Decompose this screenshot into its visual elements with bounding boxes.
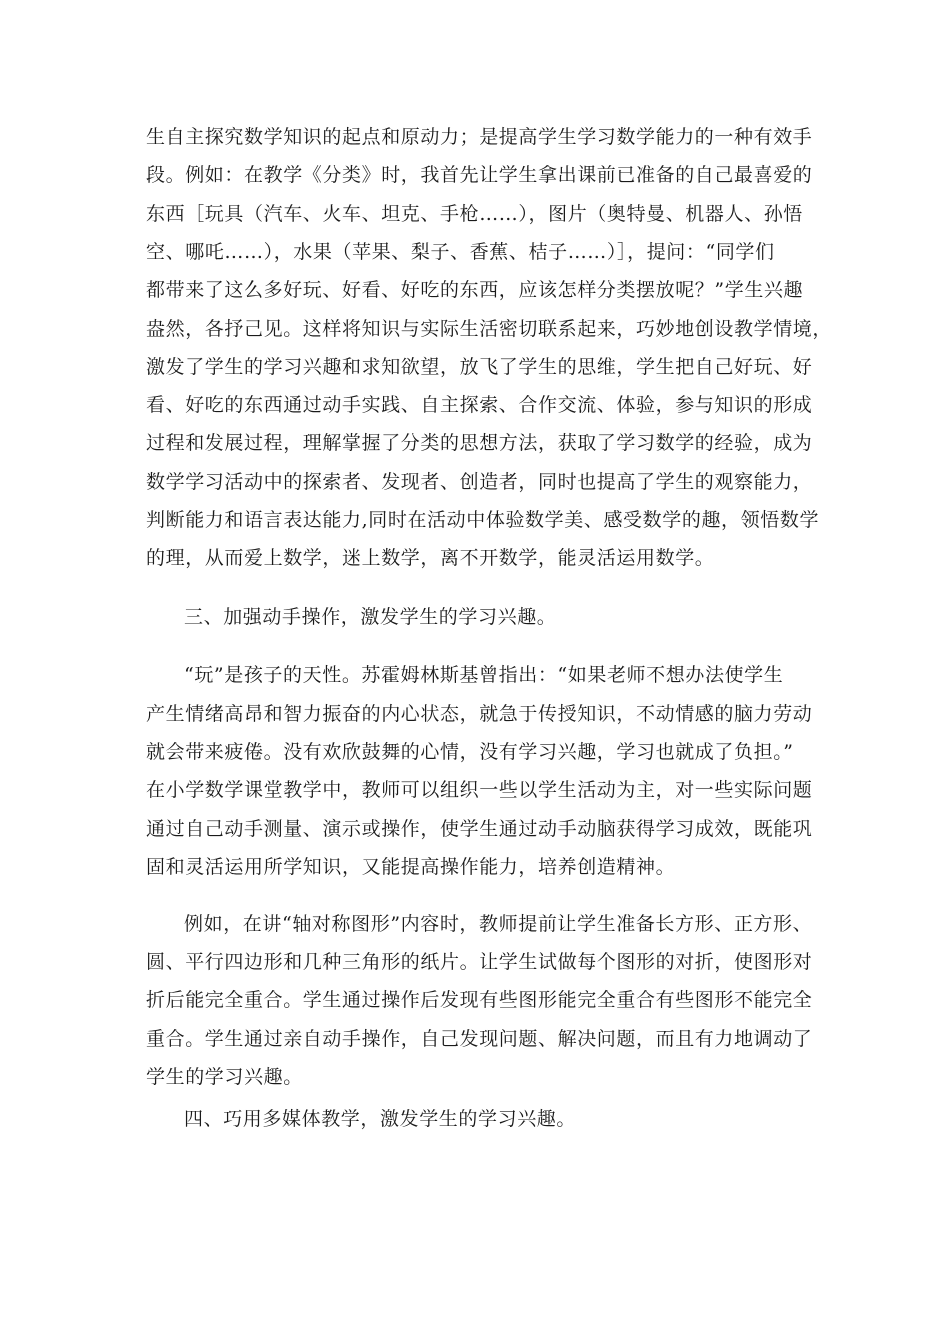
text-line: 就会带来疲倦。没有欢欣鼓舞的心情，没有学习兴趣，学习也就成了负担。” [146,741,794,763]
text-line: 过程和发展过程，理解掌握了分类的思想方法，获取了学习数学的经验，成为 [146,432,813,454]
text-line: 盎然，各抒己见。这样将知识与实际生活密切联系起来，巧妙地创设教学情境， [146,318,833,340]
text-line: 激发了学生的学习兴趣和求知欲望，放飞了学生的思维，学生把自己好玩、好 [146,356,813,378]
text-line: 都带来了这么多好玩、好看、好吃的东西，应该怎样分类摆放呢？”学生兴趣 [146,279,804,301]
text-line: 看、好吃的东西通过动手实践、自主探索、合作交流、体验，参与知识的形成 [146,394,813,416]
text-line: 空、哪吒……），水果（苹果、梨子、香蕉、桔子……）］，提问：“同学们 [146,241,775,263]
text-line: 数学学习活动中的探索者、发现者、创造者，同时也提高了学生的观察能力， [146,471,813,493]
text-line: 通过自己动手测量、演示或操作，使学生通过动手动脑获得学习成效，既能巩 [146,818,813,840]
text-line: 判断能力和语言表达能力,同时在活动中体验数学美、感受数学的趣，领悟数学 [146,509,820,531]
text-line: 在小学数学课堂教学中，教师可以组织一些以学生活动为主，对一些实际问题 [146,779,813,801]
text-line: 重合。学生通过亲自动手操作，自己发现问题、解决问题，而且有力地调动了 [146,1028,813,1050]
text-line: 生自主探究数学知识的起点和原动力；是提高学生学习数学能力的一种有效手 [146,126,813,148]
text-line: 折后能完全重合。学生通过操作后发现有些图形能完全重合有些图形不能完全 [146,989,813,1011]
text-line: 圆、平行四边形和几种三角形的纸片。让学生试做每个图形的对折，使图形对 [146,951,813,973]
section-heading-text: 三、加强动手操作，激发学生的学习兴趣。 [184,606,557,628]
text-line: 段。例如：在教学《分类》时，我首先让学生拿出课前已准备的自己最喜爱的 [146,164,813,186]
section-heading-text: 四、巧用多媒体教学，激发学生的学习兴趣。 [184,1108,577,1130]
text-line: “玩”是孩子的天性。苏霍姆林斯基曾指出：“如果老师不想办法使学生 [184,664,784,686]
text-line: 东西［玩具（汽车、火车、坦克、手枪……），图片（奥特曼、机器人、孙悟 [146,203,803,225]
text-line: 学生的学习兴趣。 [146,1066,303,1088]
text-line: 产生情绪高昂和智力振奋的内心状态，就急于传授知识，不动情感的脑力劳动 [146,703,813,725]
text-line: 固和灵活运用所学知识，又能提高操作能力，培养创造精神。 [146,856,676,878]
text-line: 例如，在讲“轴对称图形”内容时，教师提前让学生准备长方形、正方形、 [184,913,813,935]
text-line: 的理，从而爱上数学，迷上数学，离不开数学，能灵活运用数学。 [146,547,715,569]
